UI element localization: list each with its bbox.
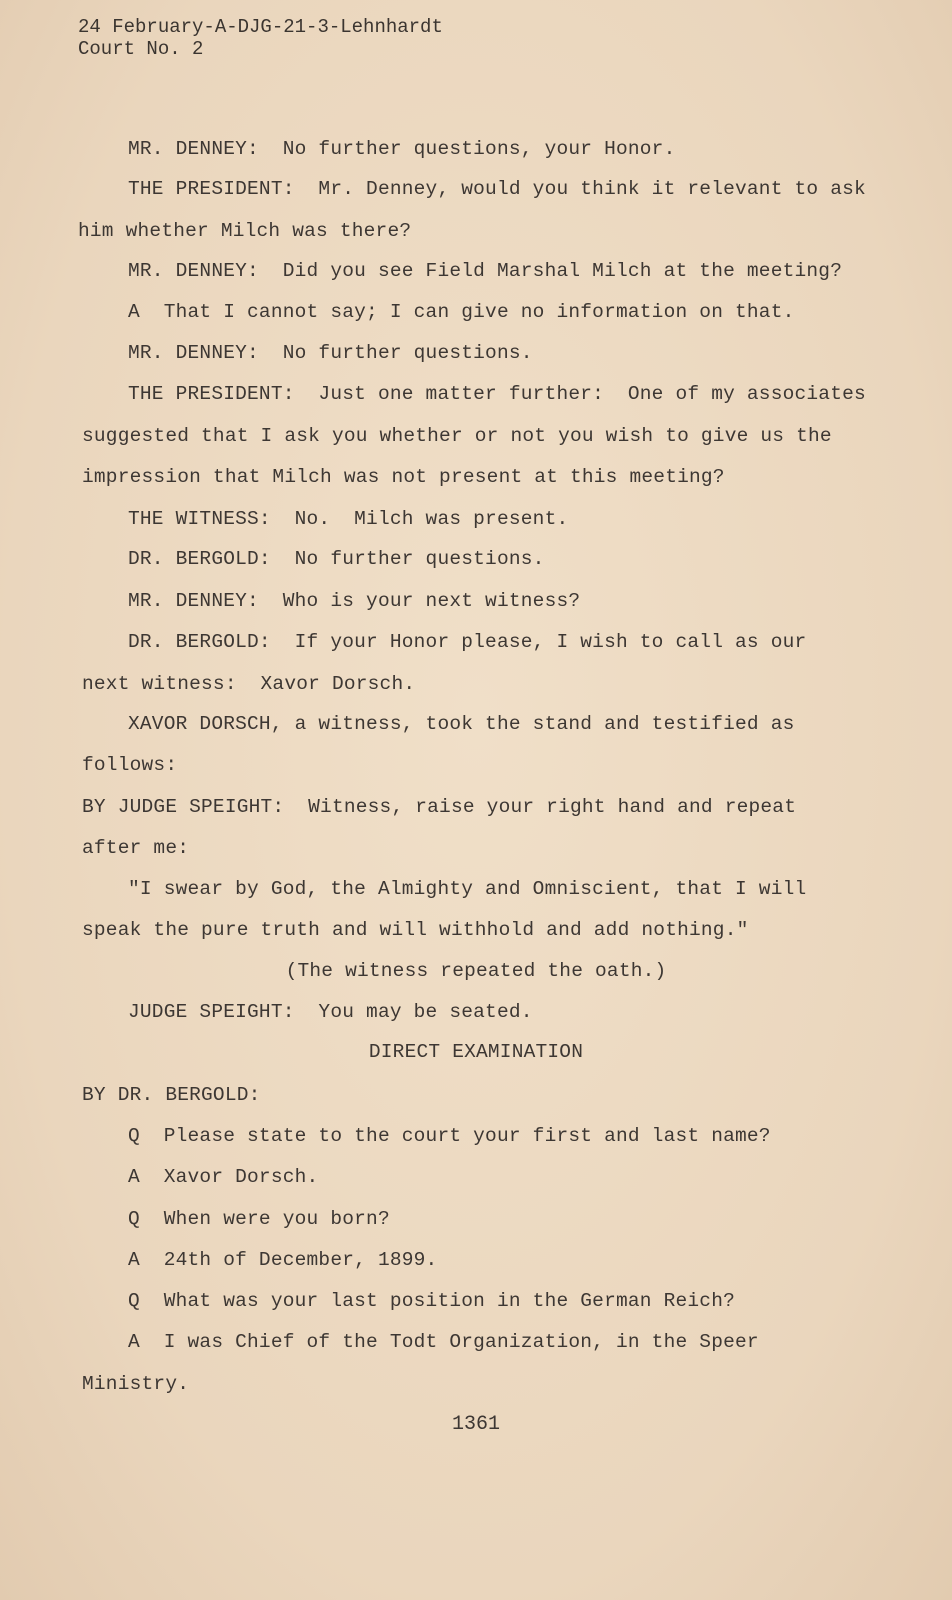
page-header bbox=[78, 16, 443, 60]
transcript-line: JUDGE SPEIGHT: You may be seated. bbox=[128, 1001, 533, 1023]
transcript-line: Q What was your last position in the German Reich? bbox=[128, 1290, 735, 1312]
transcript-line: Q When were you born? bbox=[128, 1208, 390, 1230]
transcript-line: suggested that I ask you whether or not you wish to give us the bbox=[82, 425, 832, 447]
transcript-line: after me: bbox=[82, 837, 190, 859]
transcript-line: A Xavor Dorsch. bbox=[128, 1166, 319, 1188]
transcript-line: next witness: Xavor Dorsch. bbox=[82, 673, 416, 695]
transcript-line: BY JUDGE SPEIGHT: Witness, raise your right hand and repeat bbox=[82, 796, 797, 818]
transcript-line: A That I cannot say; I can give no information on that. bbox=[128, 301, 795, 323]
transcript-line: MR. DENNEY: No further questions, your Honor. bbox=[128, 138, 676, 160]
page-number: 1361 bbox=[451, 1413, 500, 1436]
transcript-line: THE WITNESS: No. Milch was present. bbox=[128, 508, 569, 530]
transcript-line: A 24th of December, 1899. bbox=[128, 1249, 438, 1271]
section-heading: DIRECT EXAMINATION bbox=[368, 1041, 584, 1063]
transcript-line: Ministry. bbox=[82, 1373, 190, 1395]
transcript-line: MR. DENNEY: Did you see Field Marshal Milch at the meeting? bbox=[128, 260, 843, 282]
transcript-line: DR. BERGOLD: No further questions. bbox=[128, 548, 545, 570]
transcript-line: XAVOR DORSCH, a witness, took the stand and testified as bbox=[128, 713, 795, 735]
header-line-2: Court No. 2 bbox=[78, 38, 204, 60]
transcript-line: THE PRESIDENT: Mr. Denney, would you think it relevant to ask bbox=[128, 178, 866, 200]
transcript-line: MR. DENNEY: Who is your next witness? bbox=[128, 590, 581, 612]
transcript-line: BY DR. BERGOLD: bbox=[82, 1084, 261, 1106]
transcript-line: "I swear by God, the Almighty and Omniscient, that I will bbox=[128, 878, 807, 900]
transcript-line: impression that Milch was not present at this meeting? bbox=[82, 466, 725, 488]
transcript-line: follows: bbox=[82, 754, 178, 776]
transcript-line: MR. DENNEY: No further questions. bbox=[128, 342, 533, 364]
transcript-line: speak the pure truth and will withhold and add nothing." bbox=[82, 919, 749, 941]
transcript-line: DR. BERGOLD: If your Honor please, I wish to call as our bbox=[128, 631, 807, 653]
transcript-line: A I was Chief of the Todt Organization, in the Speer bbox=[128, 1331, 759, 1353]
transcript-line: him whether Milch was there? bbox=[78, 220, 412, 242]
transcript-line: THE PRESIDENT: Just one matter further: One of my associates bbox=[128, 383, 866, 405]
transcript-line: Q Please state to the court your first and last name? bbox=[128, 1125, 771, 1147]
header-line-1: 24 February-A-DJG-21-3-Lehnhardt bbox=[78, 16, 443, 38]
transcript-line: (The witness repeated the oath.) bbox=[285, 960, 667, 982]
